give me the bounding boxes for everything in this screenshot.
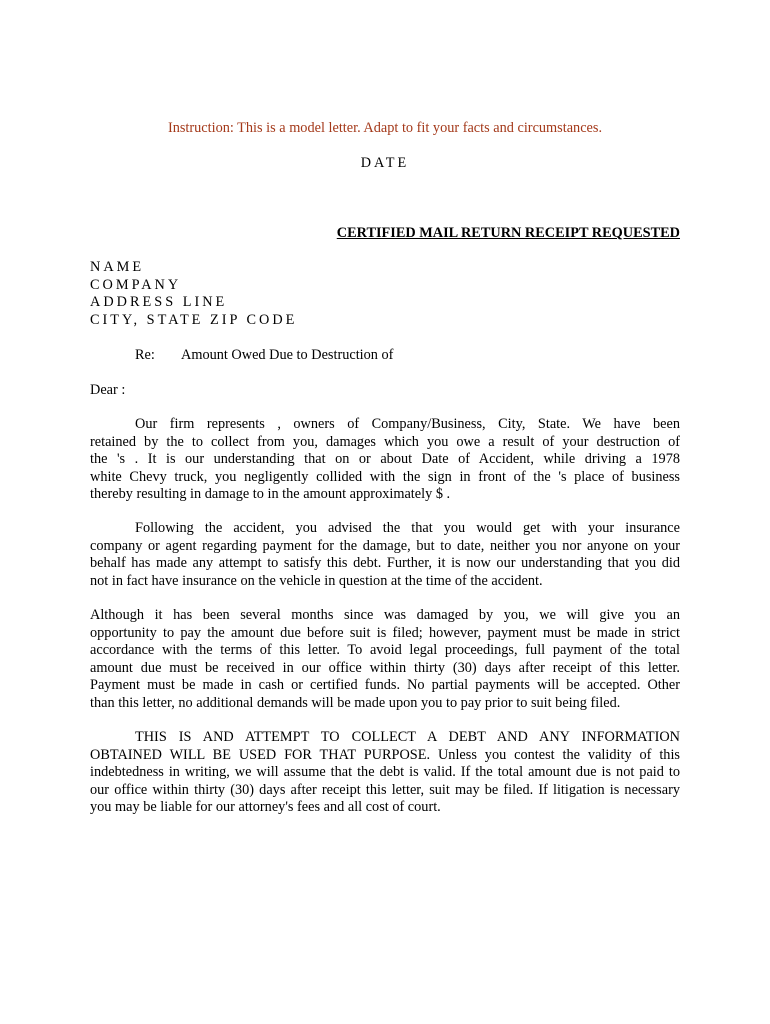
paragraph-line: Following the accident, you advised the that you would get with your insurance	[135, 520, 680, 536]
recipient-address-block	[90, 259, 297, 329]
paragraph-line: company or agent regarding payment for the damage, but to date, neither you nor anyone on your	[90, 537, 680, 554]
salutation: Dear :	[90, 382, 126, 398]
address-city-state-zip: CITY, STATE ZIP CODE	[90, 311, 298, 328]
paragraph-line: behalf has made any attempt to satisfy this debt. Further, it is now our understanding that you did	[90, 555, 680, 571]
address-name: NAME	[90, 259, 145, 275]
instruction-note: Instruction: This is a model letter. Adapt to fit your facts and circumstances.	[167, 120, 603, 136]
paragraph-line: amount due must be received in our office within thirty (30) days after receipt of this letter.	[90, 659, 680, 676]
paragraph-line: our office within thirty (30) days after receipt this letter, suit may be filed. If litigation is necessary	[90, 781, 680, 798]
subject-text: Amount Owed Due to Destruction of	[181, 347, 394, 363]
paragraph-line: indebtedness in writing, we will assume that the debt is valid. If the total amount due is not paid to	[90, 764, 680, 780]
date-placeholder: DATE	[360, 155, 410, 171]
paragraph-payment-demand	[90, 607, 680, 712]
subject-line	[135, 346, 393, 364]
paragraph-line: OBTAINED WILL BE USED FOR THAT PURPOSE. Unless you contest the validity of this	[90, 746, 680, 763]
paragraph-line: Our firm represents , owners of Company/Business, City, State. We have been	[135, 416, 680, 432]
paragraph-line: not in fact have insurance on the vehicle in question at the time of the accident.	[90, 572, 543, 589]
paragraph-line: white Chevy truck, you negligently collided with the sign in front of the 's place of business	[90, 468, 680, 485]
paragraph-line: accordance with the terms of this letter. To avoid legal proceedings, full payment of the total	[90, 642, 680, 658]
paragraph-line: thereby resulting in damage to in the amount approximately $ .	[90, 486, 451, 502]
paragraph-line: than this letter, no additional demands will be made upon you to pay prior to suit being filed.	[90, 694, 621, 711]
paragraph-line: opportunity to pay the amount due before suit is filed; however, payment must be made in strict	[90, 624, 680, 641]
address-company: COMPANY	[90, 276, 182, 293]
paragraph-line: you may be liable for our attorney's fees and all cost of court.	[90, 799, 441, 815]
certified-mail-heading: CERTIFIED MAIL RETURN RECEIPT REQUESTED	[336, 225, 680, 241]
paragraph-line: Payment must be made in cash or certified funds. No partial payments will be accepted. Other	[90, 677, 680, 693]
paragraph-representation	[90, 416, 680, 504]
paragraph-line: the 's . It is our understanding that on or about Date of Accident, while driving a 1978	[90, 451, 680, 467]
paragraph-line: retained by the to collect from you, damages which you owe a result of your destruction of	[90, 433, 680, 450]
paragraph-line: Although it has been several months since was damaged by you, we will give you an	[90, 607, 680, 623]
subject-label: Re:	[135, 347, 155, 363]
paragraph-line: THIS IS AND ATTEMPT TO COLLECT A DEBT AND ANY INFORMATION	[135, 729, 680, 745]
paragraph-debt-notice	[90, 729, 680, 817]
address-line: ADDRESS LINE	[90, 294, 228, 310]
paragraph-accident	[90, 520, 680, 590]
